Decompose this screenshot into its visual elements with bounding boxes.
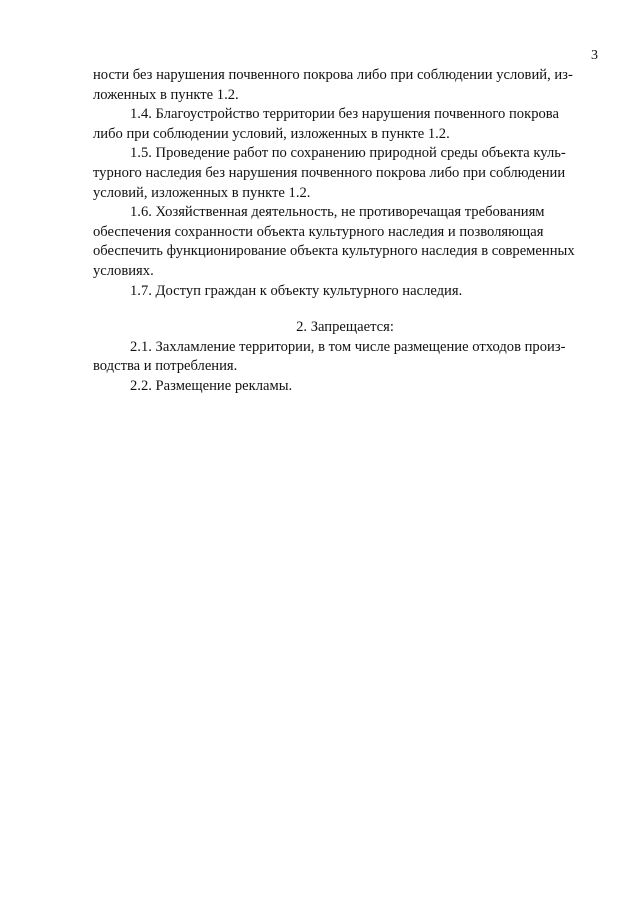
paragraph-2-1 — [93, 338, 597, 377]
page-number: 3 — [591, 48, 598, 63]
text-line: обеспечения сохранности объекта культурного наследия и позволяющая — [93, 223, 544, 240]
section-2-heading: 2. Запрещается: — [296, 319, 394, 336]
text-line: 1.7. Доступ граждан к объекту культурного наследия. — [130, 282, 463, 299]
paragraph-2-2 — [93, 377, 597, 397]
paragraph-1-6 — [93, 203, 597, 281]
paragraph-1-4 — [93, 105, 597, 144]
text-line: либо при соблюдении условий, изложенных в пункте 1.2. — [93, 125, 450, 142]
text-line: 2.1. Захламление территории, в том числе размещение отходов произ- — [130, 338, 566, 355]
text-line: 1.4. Благоустройство территории без нарушения почвенного покрова — [130, 106, 559, 123]
text-line: условиях. — [93, 262, 154, 279]
text-line: 2.2. Размещение рекламы. — [130, 377, 293, 394]
text-line: турного наследия без нарушения почвенного покрова либо при соблюдении — [93, 164, 566, 181]
text-line: 1.5. Проведение работ по сохранению природной среды объекта куль- — [130, 145, 566, 162]
text-line: водства и потребления. — [93, 358, 238, 375]
text-line: 1.6. Хозяйственная деятельность, не противоречащая требованиям — [130, 204, 545, 221]
text-line: условий, изложенных в пункте 1.2. — [93, 184, 311, 201]
document-body — [93, 66, 597, 397]
paragraph-continuation — [93, 66, 597, 105]
text-line: ложенных в пункте 1.2. — [93, 86, 239, 103]
text-line: обеспечить функционирование объекта культурного наследия в современных — [93, 243, 575, 260]
paragraph-1-7 — [93, 282, 597, 302]
paragraph-1-5 — [93, 144, 597, 203]
text-line: ности без нарушения почвенного покрова либо при соблюдении условий, из- — [93, 67, 573, 83]
